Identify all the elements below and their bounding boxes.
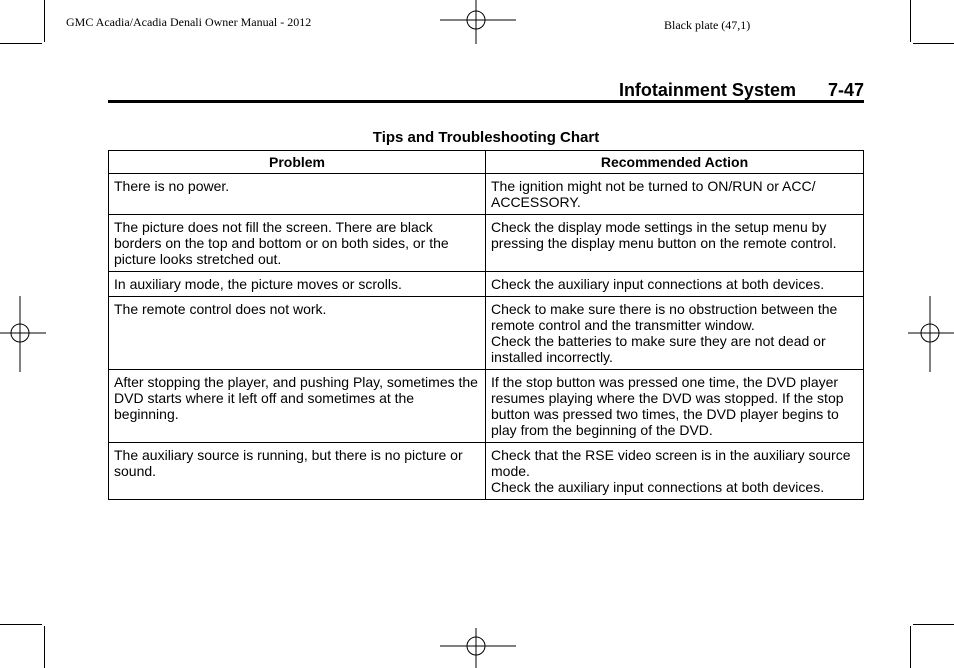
manual-title: GMC Acadia/Acadia Denali Owner Manual - 2012: [66, 15, 312, 29]
problem-cell: [109, 443, 486, 500]
cell-text: Check the display mode settings in the setup menu by pressing the display menu button on the remote control.: [491, 219, 837, 251]
action-cell: [486, 215, 864, 272]
cell-text: Check that the RSE video screen is in the auxiliary source mode.: [491, 447, 851, 479]
table-row: [109, 297, 864, 370]
cell-text: Check the auxiliary input connections at both devices.: [491, 276, 825, 292]
table-row: [109, 370, 864, 443]
action-cell: [486, 443, 864, 500]
problem-cell: [109, 174, 486, 215]
table-row: [109, 215, 864, 272]
table-row: [109, 272, 864, 297]
action-cell: [486, 370, 864, 443]
cell-text: Check to make sure there is no obstruction between the remote control and the transmitter window.: [491, 301, 838, 333]
cell-text: The picture does not fill the screen. There are black borders on the top and bottom or on both sides, or the picture looks stretched out.: [114, 219, 449, 267]
cell-text: In auxiliary mode, the picture moves or scrolls.: [114, 276, 402, 292]
action-cell: [486, 297, 864, 370]
page-number: 7-47: [827, 80, 864, 100]
action-cell: [486, 174, 864, 215]
crop-mark: [44, 626, 45, 668]
registration-mark-bottom: [440, 628, 516, 668]
problem-cell: [109, 297, 486, 370]
crop-mark: [910, 0, 911, 42]
header-rule: [108, 100, 864, 103]
crop-mark: [913, 43, 954, 44]
problem-cell: [109, 215, 486, 272]
cell-text: The auxiliary source is running, but there is no picture or sound.: [114, 447, 463, 479]
cell-text: If the stop button was pressed one time, the DVD player resumes playing where the DVD was stopped. If the stop button was pressed two times, the DVD player begins to play from the beginning of the DVD.: [491, 374, 844, 438]
cell-text: There is no power.: [114, 178, 230, 194]
cell-text: After stopping the player, and pushing Play, sometimes the DVD starts where it left off and sometimes at the beginning.: [114, 374, 478, 422]
table-row: [109, 174, 864, 215]
column-header-action: Recommended Action: [486, 151, 864, 174]
registration-mark-left: [0, 296, 46, 372]
crop-mark: [0, 43, 42, 44]
registration-mark-top: [440, 0, 516, 44]
crop-mark: [913, 624, 954, 625]
troubleshooting-table: [108, 150, 864, 500]
problem-cell: [109, 370, 486, 443]
cell-text: Check the auxiliary input connections at both devices.: [491, 479, 825, 495]
chart-caption: Tips and Troubleshooting Chart: [372, 129, 600, 146]
registration-mark-right: [908, 296, 954, 372]
cell-text: Check the batteries to make sure they are not dead or installed incorrectly.: [491, 333, 826, 365]
action-cell: [486, 272, 864, 297]
section-title: Infotainment System: [618, 80, 796, 100]
problem-cell: [109, 272, 486, 297]
column-header-problem: Problem: [109, 151, 486, 174]
table-row: [109, 443, 864, 500]
crop-mark: [44, 0, 45, 42]
crop-mark: [910, 626, 911, 668]
plate-label: Black plate (47,1): [664, 18, 751, 32]
cell-text: The ignition might not be turned to ON/RUN or ACC/ ACCESSORY.: [491, 178, 816, 210]
section-heading: [619, 80, 864, 101]
crop-mark: [0, 624, 42, 625]
table-header-row: [109, 151, 864, 174]
cell-text: The remote control does not work.: [114, 301, 327, 317]
